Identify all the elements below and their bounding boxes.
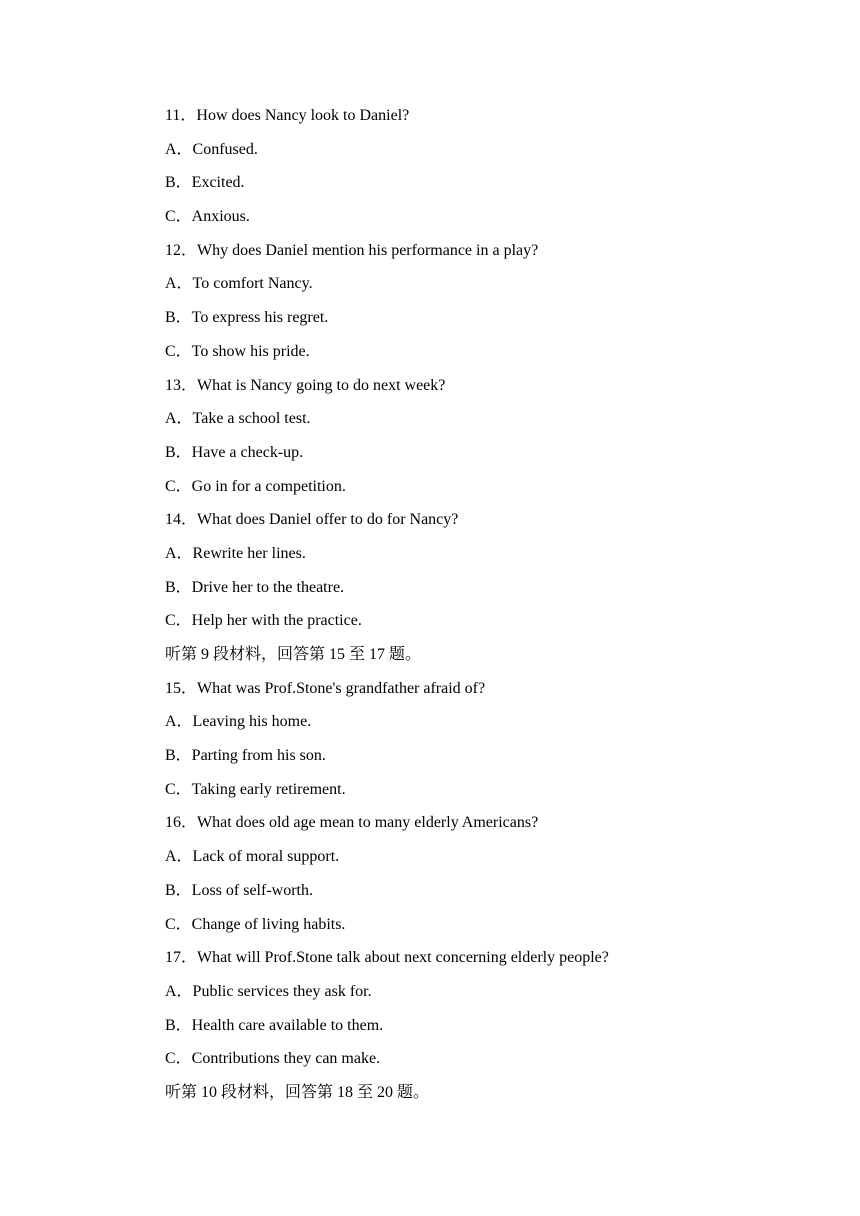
option-14-c: C．Help her with the practice. xyxy=(165,612,362,630)
option-12-a: A．To comfort Nancy. xyxy=(165,275,313,293)
option-16-a: A．Lack of moral support. xyxy=(165,848,340,866)
question-14: 14．What does Daniel offer to do for Nancy? xyxy=(165,511,459,529)
option-11-b: B．Excited. xyxy=(165,174,245,192)
option-13-c: C．Go in for a competition. xyxy=(165,477,346,495)
question-15: 15．What was Prof.Stone's grandfather afraid of? xyxy=(165,679,486,697)
question-17: 17．What will Prof.Stone talk about next concerning elderly people? xyxy=(165,949,609,967)
option-15-a: A．Leaving his home. xyxy=(165,713,312,731)
option-16-c: C．Change of living habits. xyxy=(165,915,346,933)
option-17-a: A．Public services they ask for. xyxy=(165,982,372,1000)
question-13: 13．What is Nancy going to do next week? xyxy=(165,376,446,394)
option-15-b: B．Parting from his son. xyxy=(165,747,326,765)
option-13-b: B．Have a check‐up. xyxy=(165,443,304,461)
section-instruction-9: 听第 9 段材料，回答第 15 至 17 题。 xyxy=(165,646,422,663)
question-16: 16．What does old age mean to many elderly Americans? xyxy=(165,814,539,832)
question-12: 12．Why does Daniel mention his performance in a play? xyxy=(165,241,539,259)
option-17-b: B．Health care available to them. xyxy=(165,1016,384,1034)
section-instruction-10: 听第 10 段材料，回答第 18 至 20 题。 xyxy=(165,1083,430,1101)
option-15-c: C．Taking early retirement. xyxy=(165,780,346,798)
option-17-c: C．Contributions they can make. xyxy=(165,1050,381,1068)
option-12-b: B．To express his regret. xyxy=(165,309,329,327)
option-13-a: A．Take a school test. xyxy=(165,410,311,428)
option-16-b: B．Loss of self‐worth. xyxy=(165,881,313,899)
option-14-b: B．Drive her to the theatre. xyxy=(165,578,345,596)
option-14-a: A．Rewrite her lines. xyxy=(165,544,306,562)
question-list xyxy=(165,104,785,1115)
option-12-c: C．To show his pride. xyxy=(165,342,310,360)
option-11-a: A．Confused. xyxy=(165,140,258,158)
question-11: 11．How does Nancy look to Daniel? xyxy=(165,107,410,124)
option-11-c: C．Anxious. xyxy=(165,208,250,226)
